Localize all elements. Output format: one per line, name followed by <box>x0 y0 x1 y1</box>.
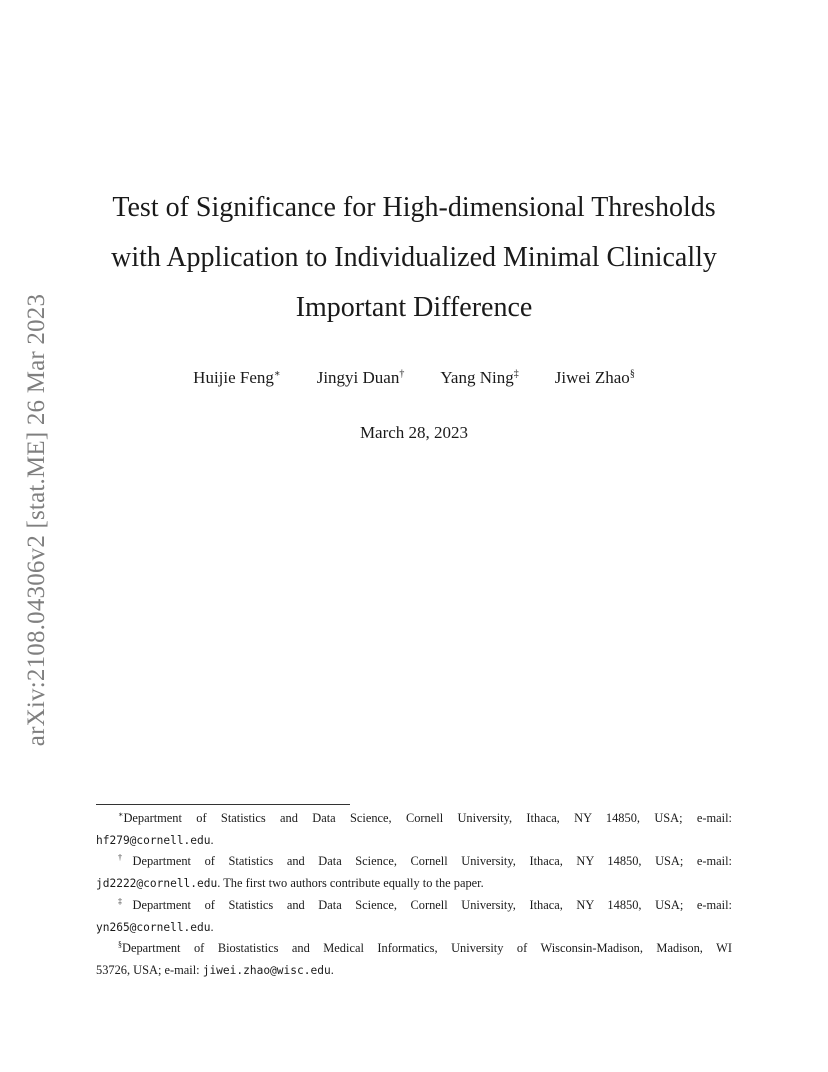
footnote-divider <box>96 804 350 805</box>
footnote-tail: . <box>210 832 214 847</box>
author-name: Jiwei Zhao <box>554 368 630 387</box>
footnote-4 <box>96 938 732 981</box>
publication-date: March 28, 2023 <box>359 423 469 442</box>
author-1 <box>193 368 281 388</box>
author-footnote-mark: ‡ <box>513 368 519 380</box>
title-line-1: Test of Significance for High-dimensional Thresholds <box>112 192 716 223</box>
footnote-affiliation: Department of Statistics and Data Science, Cornell University, Ithaca, NY 14850, USA; e-mail: <box>123 811 732 825</box>
author-footnote-mark: § <box>629 368 635 380</box>
footnotes <box>96 808 732 982</box>
author-2 <box>317 368 405 388</box>
footnote-line <box>96 938 732 960</box>
footnote-email: jiwei.zhao@wisc.edu <box>202 963 331 977</box>
footnote-affiliation-cont: 53726, USA; e-mail: <box>96 962 200 977</box>
footnote-line <box>96 851 732 873</box>
footnote-line <box>96 895 732 917</box>
footnote-tail: . <box>330 962 334 977</box>
footnote-mark: ‡ <box>118 896 133 906</box>
author-name: Huijie Feng <box>193 368 274 387</box>
footnote-line <box>96 808 732 830</box>
footnote-email: hf279@cornell.edu <box>96 833 211 847</box>
footnote-3 <box>96 895 732 938</box>
footnote-tail: . <box>210 919 214 934</box>
author-3 <box>440 368 518 388</box>
author-list <box>0 368 828 388</box>
author-4 <box>555 368 635 388</box>
footnote-affiliation: Department of Biostatistics and Medical Informatics, University of Wisconsin-Madison, Madison, WI <box>122 941 732 956</box>
footnote-mark: § <box>118 940 122 950</box>
title-line-3: Important Difference <box>295 292 533 323</box>
footnote-email: jd2222@cornell.edu <box>96 877 218 891</box>
title-line-2: with Application to Individualized Minimal Clinically <box>111 242 717 273</box>
author-footnote-mark: ∗ <box>273 368 281 380</box>
footnote-tail: . The first two authors contribute equally to the paper. <box>217 876 484 891</box>
arxiv-identifier-stamp: arXiv:2108.04306v2 [stat.ME] 26 Mar 2023 <box>23 293 50 747</box>
paper-title <box>0 183 828 333</box>
author-name: Yang Ning <box>440 368 514 387</box>
footnote-2 <box>96 851 732 894</box>
author-name: Jingyi Duan <box>316 368 400 387</box>
author-footnote-mark: † <box>399 368 405 380</box>
footnote-affiliation: Department of Statistics and Data Science, Cornell University, Ithaca, NY 14850, USA; e-mail: <box>132 854 733 869</box>
footnote-email: yn265@cornell.edu <box>96 920 211 934</box>
footnote-mark: ∗ <box>118 809 124 819</box>
footnote-mark: † <box>118 853 133 863</box>
footnote-1 <box>96 808 732 851</box>
footnote-affiliation: Department of Statistics and Data Science, Cornell University, Ithaca, NY 14850, USA; e-mail: <box>132 897 733 912</box>
